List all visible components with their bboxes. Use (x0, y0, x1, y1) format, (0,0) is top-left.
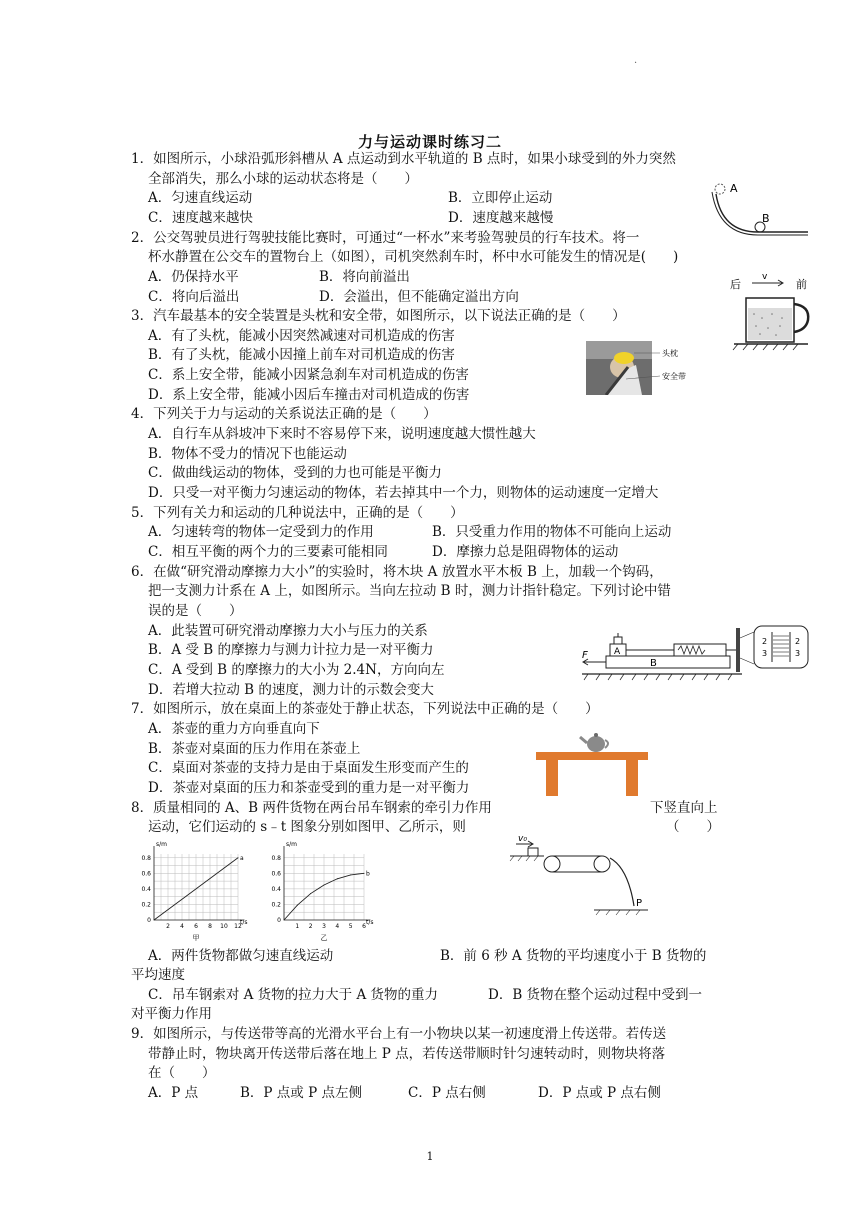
q2-label-back: 后 (730, 278, 741, 291)
q6-zoom-tick-4: 3 (795, 649, 801, 658)
q6-board-b (606, 656, 730, 668)
q9-label-v0: v₀ (518, 834, 527, 844)
q6-weight (614, 637, 622, 644)
chart0-y-label: s/m (156, 841, 167, 848)
q7-table-leg-left (546, 760, 558, 796)
q2-cup-figure (728, 270, 816, 356)
chart0-y-tick: 0.6 (141, 870, 151, 878)
chart0-data-point (238, 857, 239, 858)
q7-teapot-table-figure (532, 722, 652, 798)
q8-stem-line2a: 运动，它们运动的 s﹣t 图象分别如图甲、乙所示，则 (148, 819, 466, 835)
q9-conveyor-figure (508, 830, 650, 916)
q2-option-d: D．会溢出，但不能确定溢出方向 (319, 289, 519, 305)
chart0-y-tick: 0.2 (141, 901, 151, 909)
q3-label-headrest: 头枕 (662, 349, 678, 358)
q8-option-d-line1: D．B 货物在整个运动过程中受到一 (488, 987, 703, 1003)
chart1-x-tick: 3 (322, 923, 326, 930)
chart1-x-tick: 1 (295, 923, 300, 930)
q9-block (528, 848, 538, 856)
q6-zoom-tick-3: 2 (795, 637, 801, 646)
q5-option-d: D．摩擦力总是阻碍物体的运动 (432, 544, 619, 560)
q8-option-b-line2: 平均速度 (131, 967, 185, 983)
q2-option-b: B．将向前溢出 (319, 269, 410, 285)
q9-trajectory (610, 858, 634, 906)
chart1-y-tick: 0 (277, 917, 281, 924)
q6-label-a: A (614, 647, 621, 657)
q8-option-c: C．吊车钢索对 A 货物的拉力大于 A 货物的重力 (148, 987, 438, 1003)
q2-stem-line1: 2．公交驾驶员进行驾驶技能比赛时，可通过“一杯水”来考验驾驶员的行车技术。将一 (131, 230, 640, 246)
q9-label-p: P (636, 898, 643, 909)
q7-table-leg-right (626, 760, 638, 796)
q3-stem: 3．汽车最基本的安全装置是头枕和安全带，如图所示，以下说法正确的是（ ） (131, 308, 626, 324)
q1-stem-line2: 全部消失，那么小球的运动状态将是（ ） (148, 171, 418, 187)
q1-ball-start (715, 184, 725, 194)
q9-option-b: B．P 点或 P 点左侧 (240, 1085, 362, 1101)
q4-option-a: A．自行车从斜坡冲下来时不容易停下来，说明速度越大惯性越大 (148, 426, 536, 442)
chart1-x-tick: 5 (348, 923, 353, 930)
q1-option-a: A．匀速直线运动 (148, 190, 253, 206)
chart1-y-tick: 0.8 (271, 854, 281, 862)
q9-stem-line2: 带静止时，物块离开传送带后落在地上 P 点，若传送带顺时针匀速转动时，则物块将落 (148, 1046, 666, 1062)
q5-option-c: C．相互平衡的两个力的三要素可能相同 (148, 544, 388, 560)
chart0-series-label: a (240, 854, 244, 862)
chart1-data-point (310, 893, 311, 894)
chart0-x-tick: 12 (234, 923, 242, 930)
q9-stem-line3: 在（ ） (148, 1065, 216, 1081)
q8-stem-line1a: 8．质量相同的 A、B 两件货物在两台吊车钢索的牵引力作用 (131, 800, 492, 816)
q9-option-d: D．P 点或 P 点右侧 (538, 1085, 661, 1101)
q1-stem-line1: 1．如图所示，小球沿弧形斜槽从 A 点运动到水平轨道的 B 点时，如果小球受到的外力突然 (131, 151, 676, 167)
chart1-y-tick: 0.4 (271, 885, 281, 893)
chart0-title: 甲 (192, 934, 200, 942)
q1-option-d: D．速度越来越慢 (448, 210, 554, 226)
q9-option-c: C．P 点右侧 (408, 1085, 486, 1101)
q8-stem-line2b: （ ） (666, 819, 720, 835)
q2-cup-handle (794, 304, 808, 332)
q9-stem-line1: 9．如图所示，与传送带等高的光滑水平台上有一小物块以某一初速度滑上传送带。若传送 (131, 1026, 667, 1042)
chart1-y-label: s/m (286, 841, 297, 848)
q2-label-v: v (762, 272, 768, 282)
q2-label-front: 前 (796, 278, 807, 291)
chart1-x-tick: 2 (308, 923, 313, 930)
q6-option-b: B．A 受 B 的摩擦力与测力计拉力是一对平衡力 (148, 642, 434, 658)
q6-stem-line2: 把一支测力计系在 A 上，如图所示。当向左拉动 B 时，测力计指针稳定。下列讨论中错 (148, 583, 671, 599)
chart1-y-tick: 0.2 (271, 901, 281, 909)
chart1-data-point (337, 878, 338, 879)
chart1-y-tick: 0.6 (271, 870, 281, 878)
chart0-y-tick: 0.4 (141, 885, 151, 893)
chart1-data-point (297, 905, 298, 906)
chart0-x-tick: 10 (220, 923, 228, 930)
q7-option-b: B．茶壶对桌面的压力作用在茶壶上 (148, 741, 361, 757)
chart0-y-tick: 0 (147, 917, 151, 924)
q6-friction-apparatus (576, 622, 810, 688)
chart0-y-tick: 0.8 (141, 854, 151, 862)
q9-option-a: A．P 点 (148, 1085, 199, 1101)
q6-option-c: C．A 受到 B 的摩擦力的大小为 2.4N，方向向左 (148, 662, 445, 678)
q6-option-a: A．此装置可研究滑动摩擦力大小与压力的关系 (148, 623, 428, 639)
q3-option-b: B．有了头枕，能减小因撞上前车对司机造成的伤害 (148, 347, 455, 363)
q5-stem: 5．下列有关力和运动的几种说法中，正确的是（ ） (131, 505, 464, 521)
q5-option-a: A．匀速转弯的物体一定受到力的作用 (148, 524, 374, 540)
page-number: 1 (426, 1150, 434, 1163)
q1-ramp-figure (708, 180, 814, 240)
q6-stem-line3: 误的是（ ） (148, 603, 243, 619)
q6-label-b: B (650, 658, 657, 669)
q2-option-c: C．将向后溢出 (148, 289, 240, 305)
q6-stem-line1: 6．在做“研究滑动摩擦力大小”的实验时，将木块 A 放置水平木板 B 上，加载一个钩码， (131, 564, 663, 580)
q4-option-d: D．只受一对平衡力匀速运动的物体，若去掉其中一个力，则物体的运动速度一定增大 (148, 485, 659, 501)
q4-stem: 4．下列关于力与运动的关系说法正确的是（ ） (131, 406, 437, 422)
q2-option-a: A．仍保持水平 (148, 269, 239, 285)
q7-teapot (587, 736, 605, 752)
q9-roller-left (544, 856, 560, 872)
q4-option-c: C．做曲线运动的物体，受到的力也可能是平衡力 (148, 465, 442, 481)
q3-headrest (614, 352, 634, 364)
q3-label-belt: 安全带 (662, 372, 686, 381)
chart0-x-tick: 6 (194, 923, 198, 930)
chart1-title: 乙 (320, 934, 328, 942)
q8-chart-yi (266, 838, 382, 948)
q5-option-b: B．只受重力作用的物体不可能向上运动 (432, 524, 672, 540)
q1-option-c: C．速度越来越快 (148, 210, 253, 226)
q6-zoom-tick-2: 3 (762, 649, 768, 658)
q3-car-photo (586, 341, 706, 395)
q7-stem: 7．如图所示，放在桌面上的茶壶处于静止状态，下列说法中正确的是（ ） (131, 701, 599, 717)
q8-chart-jia (136, 838, 258, 948)
q3-option-d: D．系上安全带，能减小因后车撞击对司机造成的伤害 (148, 387, 470, 403)
q7-option-d: D．茶壶对桌面的压力和茶壶受到的重力是一对平衡力 (148, 780, 470, 796)
q6-label-f: F (582, 650, 588, 661)
q8-option-a: A．两件货物都做匀速直线运动 (148, 948, 334, 964)
header-mark: · (634, 58, 638, 69)
q8-option-b-line1: B．前 6 秒 A 货物的平均速度小于 B 货物的 (440, 948, 707, 964)
chart0-x-tick: 8 (208, 923, 212, 930)
q6-option-d: D．若增大拉动 B 的速度，测力计的示数会变大 (148, 682, 434, 698)
chart0-x-tick: 2 (166, 923, 170, 930)
q7-option-c: C．桌面对茶壶的支持力是由于桌面发生形变而产生的 (148, 760, 469, 776)
q6-wall (736, 628, 740, 672)
chart1-data-point (284, 920, 285, 921)
q4-option-b: B．物体不受力的情况下也能运动 (148, 446, 347, 462)
q8-option-d-line2: 对平衡力作用 (131, 1006, 212, 1022)
chart1-x-tick: 4 (335, 923, 340, 930)
chart1-x-tick: 6 (362, 923, 366, 930)
chart0-x-tick: 4 (180, 923, 184, 930)
q2-water (748, 308, 792, 340)
q6-spring-scale (674, 644, 726, 656)
chart1-series-label: b (366, 870, 370, 878)
chart1-data-point (364, 873, 365, 874)
q1-option-b: B．立即停止运动 (448, 190, 553, 206)
chart1-x-label: t/s (366, 919, 374, 926)
chart1-data-point (324, 885, 325, 886)
q7-tabletop (536, 752, 648, 760)
q6-scale-zoom (754, 626, 808, 668)
q1-label-a: A (730, 182, 738, 195)
q2-stem-line2: 杯水静置在公交车的置物台上（如图），司机突然刹车时，杯中水可能发生的情况是( ) (148, 249, 679, 265)
q8-stem-line1b: 下竖直向上 (650, 800, 718, 816)
chart0-x-label: t/s (240, 919, 248, 926)
q1-label-b: B (762, 212, 770, 225)
q3-option-c: C．系上安全带，能减小因紧急刹车对司机造成的伤害 (148, 367, 469, 383)
chart0-data-point (154, 920, 155, 921)
page-title: 力与运动课时练习二 (357, 133, 502, 151)
q3-option-a: A．有了头枕，能减小因突然减速对司机造成的伤害 (148, 328, 455, 344)
q9-roller-right (594, 856, 610, 872)
q6-zoom-tick-1: 2 (762, 637, 768, 646)
chart1-data-point (350, 874, 351, 875)
q7-option-a: A．茶壶的重力方向垂直向下 (148, 721, 320, 737)
